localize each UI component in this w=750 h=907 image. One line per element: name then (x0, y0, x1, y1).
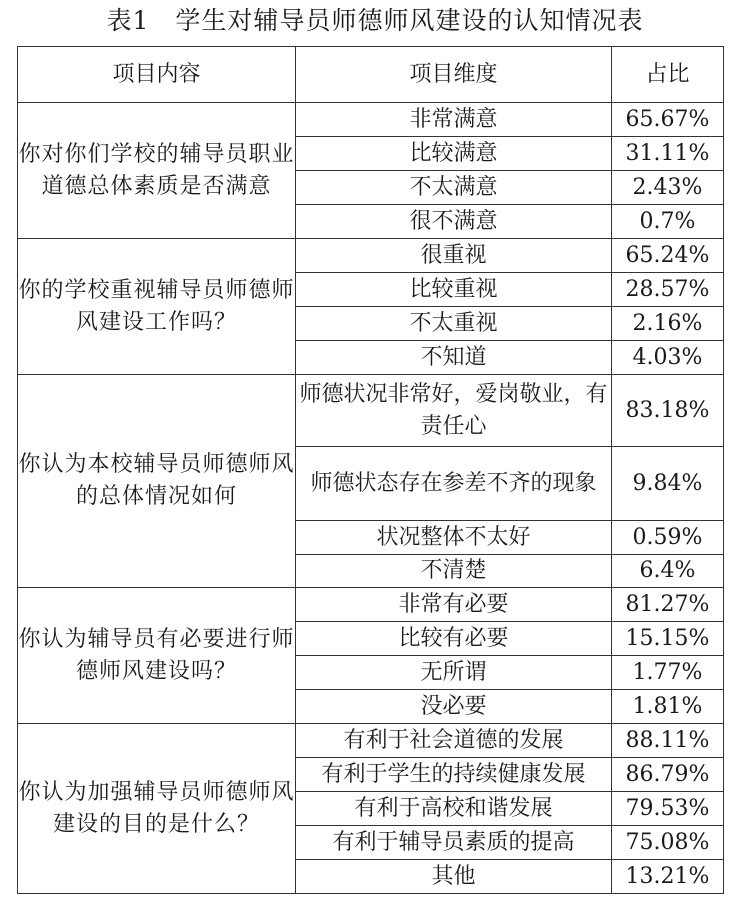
header-proportion: 占比 (612, 47, 724, 103)
dimension-cell: 不清楚 (296, 555, 612, 588)
proportion-cell: 75.08% (612, 826, 724, 860)
table-row (18, 588, 724, 622)
table-header-row (18, 47, 724, 103)
dimension-cell: 比较满意 (296, 137, 612, 171)
dimension-cell: 有利于高校和谐发展 (296, 792, 612, 826)
dimension-cell: 其他 (296, 860, 612, 894)
proportion-cell: 31.11% (612, 137, 724, 171)
proportion-cell: 15.15% (612, 622, 724, 656)
proportion-cell: 13.21% (612, 860, 724, 894)
dimension-cell: 比较有必要 (296, 622, 612, 656)
dimension-cell: 不太重视 (296, 307, 612, 341)
header-item-content: 项目内容 (18, 47, 296, 103)
dimension-cell: 不知道 (296, 341, 612, 375)
proportion-cell: 81.27% (612, 588, 724, 622)
proportion-cell: 4.03% (612, 341, 724, 375)
dimension-cell: 师德状态存在参差不齐的现象 (296, 447, 612, 521)
dimension-cell: 非常有必要 (296, 588, 612, 622)
dimension-cell: 有利于社会道德的发展 (296, 724, 612, 758)
proportion-cell: 0.7% (612, 205, 724, 239)
question-cell: 你认为加强辅导员师德师风建设的目的是什么？ (18, 724, 296, 894)
proportion-cell: 65.24% (612, 239, 724, 273)
dimension-cell: 不太满意 (296, 171, 612, 205)
survey-table (17, 46, 724, 894)
proportion-cell: 2.16% (612, 307, 724, 341)
proportion-cell: 1.77% (612, 656, 724, 690)
proportion-cell: 0.59% (612, 521, 724, 555)
dimension-cell: 很不满意 (296, 205, 612, 239)
proportion-cell: 28.57% (612, 273, 724, 307)
question-cell: 你认为辅导员有必要进行师德师风建设吗？ (18, 588, 296, 724)
proportion-cell: 79.53% (612, 792, 724, 826)
dimension-cell: 很重视 (296, 239, 612, 273)
dimension-cell: 有利于辅导员素质的提高 (296, 826, 612, 860)
proportion-cell: 2.43% (612, 171, 724, 205)
header-item-dimension: 项目维度 (296, 47, 612, 103)
proportion-cell: 88.11% (612, 724, 724, 758)
dimension-cell: 状况整体不太好 (296, 521, 612, 555)
dimension-cell: 有利于学生的持续健康发展 (296, 758, 612, 792)
dimension-cell: 非常满意 (296, 103, 612, 137)
table-row (18, 239, 724, 273)
dimension-cell: 师德状况非常好，爱岗敬业，有责任心 (296, 375, 612, 447)
proportion-cell: 1.81% (612, 690, 724, 724)
proportion-cell: 86.79% (612, 758, 724, 792)
proportion-cell: 6.4% (612, 555, 724, 588)
proportion-cell: 9.84% (612, 447, 724, 521)
dimension-cell: 无所谓 (296, 656, 612, 690)
dimension-cell: 比较重视 (296, 273, 612, 307)
question-cell: 你的学校重视辅导员师德师风建设工作吗？ (18, 239, 296, 375)
table-row (18, 375, 724, 447)
table-row (18, 724, 724, 758)
question-cell: 你对你们学校的辅导员职业道德总体素质是否满意 (18, 103, 296, 239)
proportion-cell: 83.18% (612, 375, 724, 447)
question-cell: 你认为本校辅导员师德师风的总体情况如何 (18, 375, 296, 588)
proportion-cell: 65.67% (612, 103, 724, 137)
table-row (18, 103, 724, 137)
table-caption: 表1 学生对辅导员师德师风建设的认知情况表 (106, 6, 644, 35)
dimension-cell: 没必要 (296, 690, 612, 724)
